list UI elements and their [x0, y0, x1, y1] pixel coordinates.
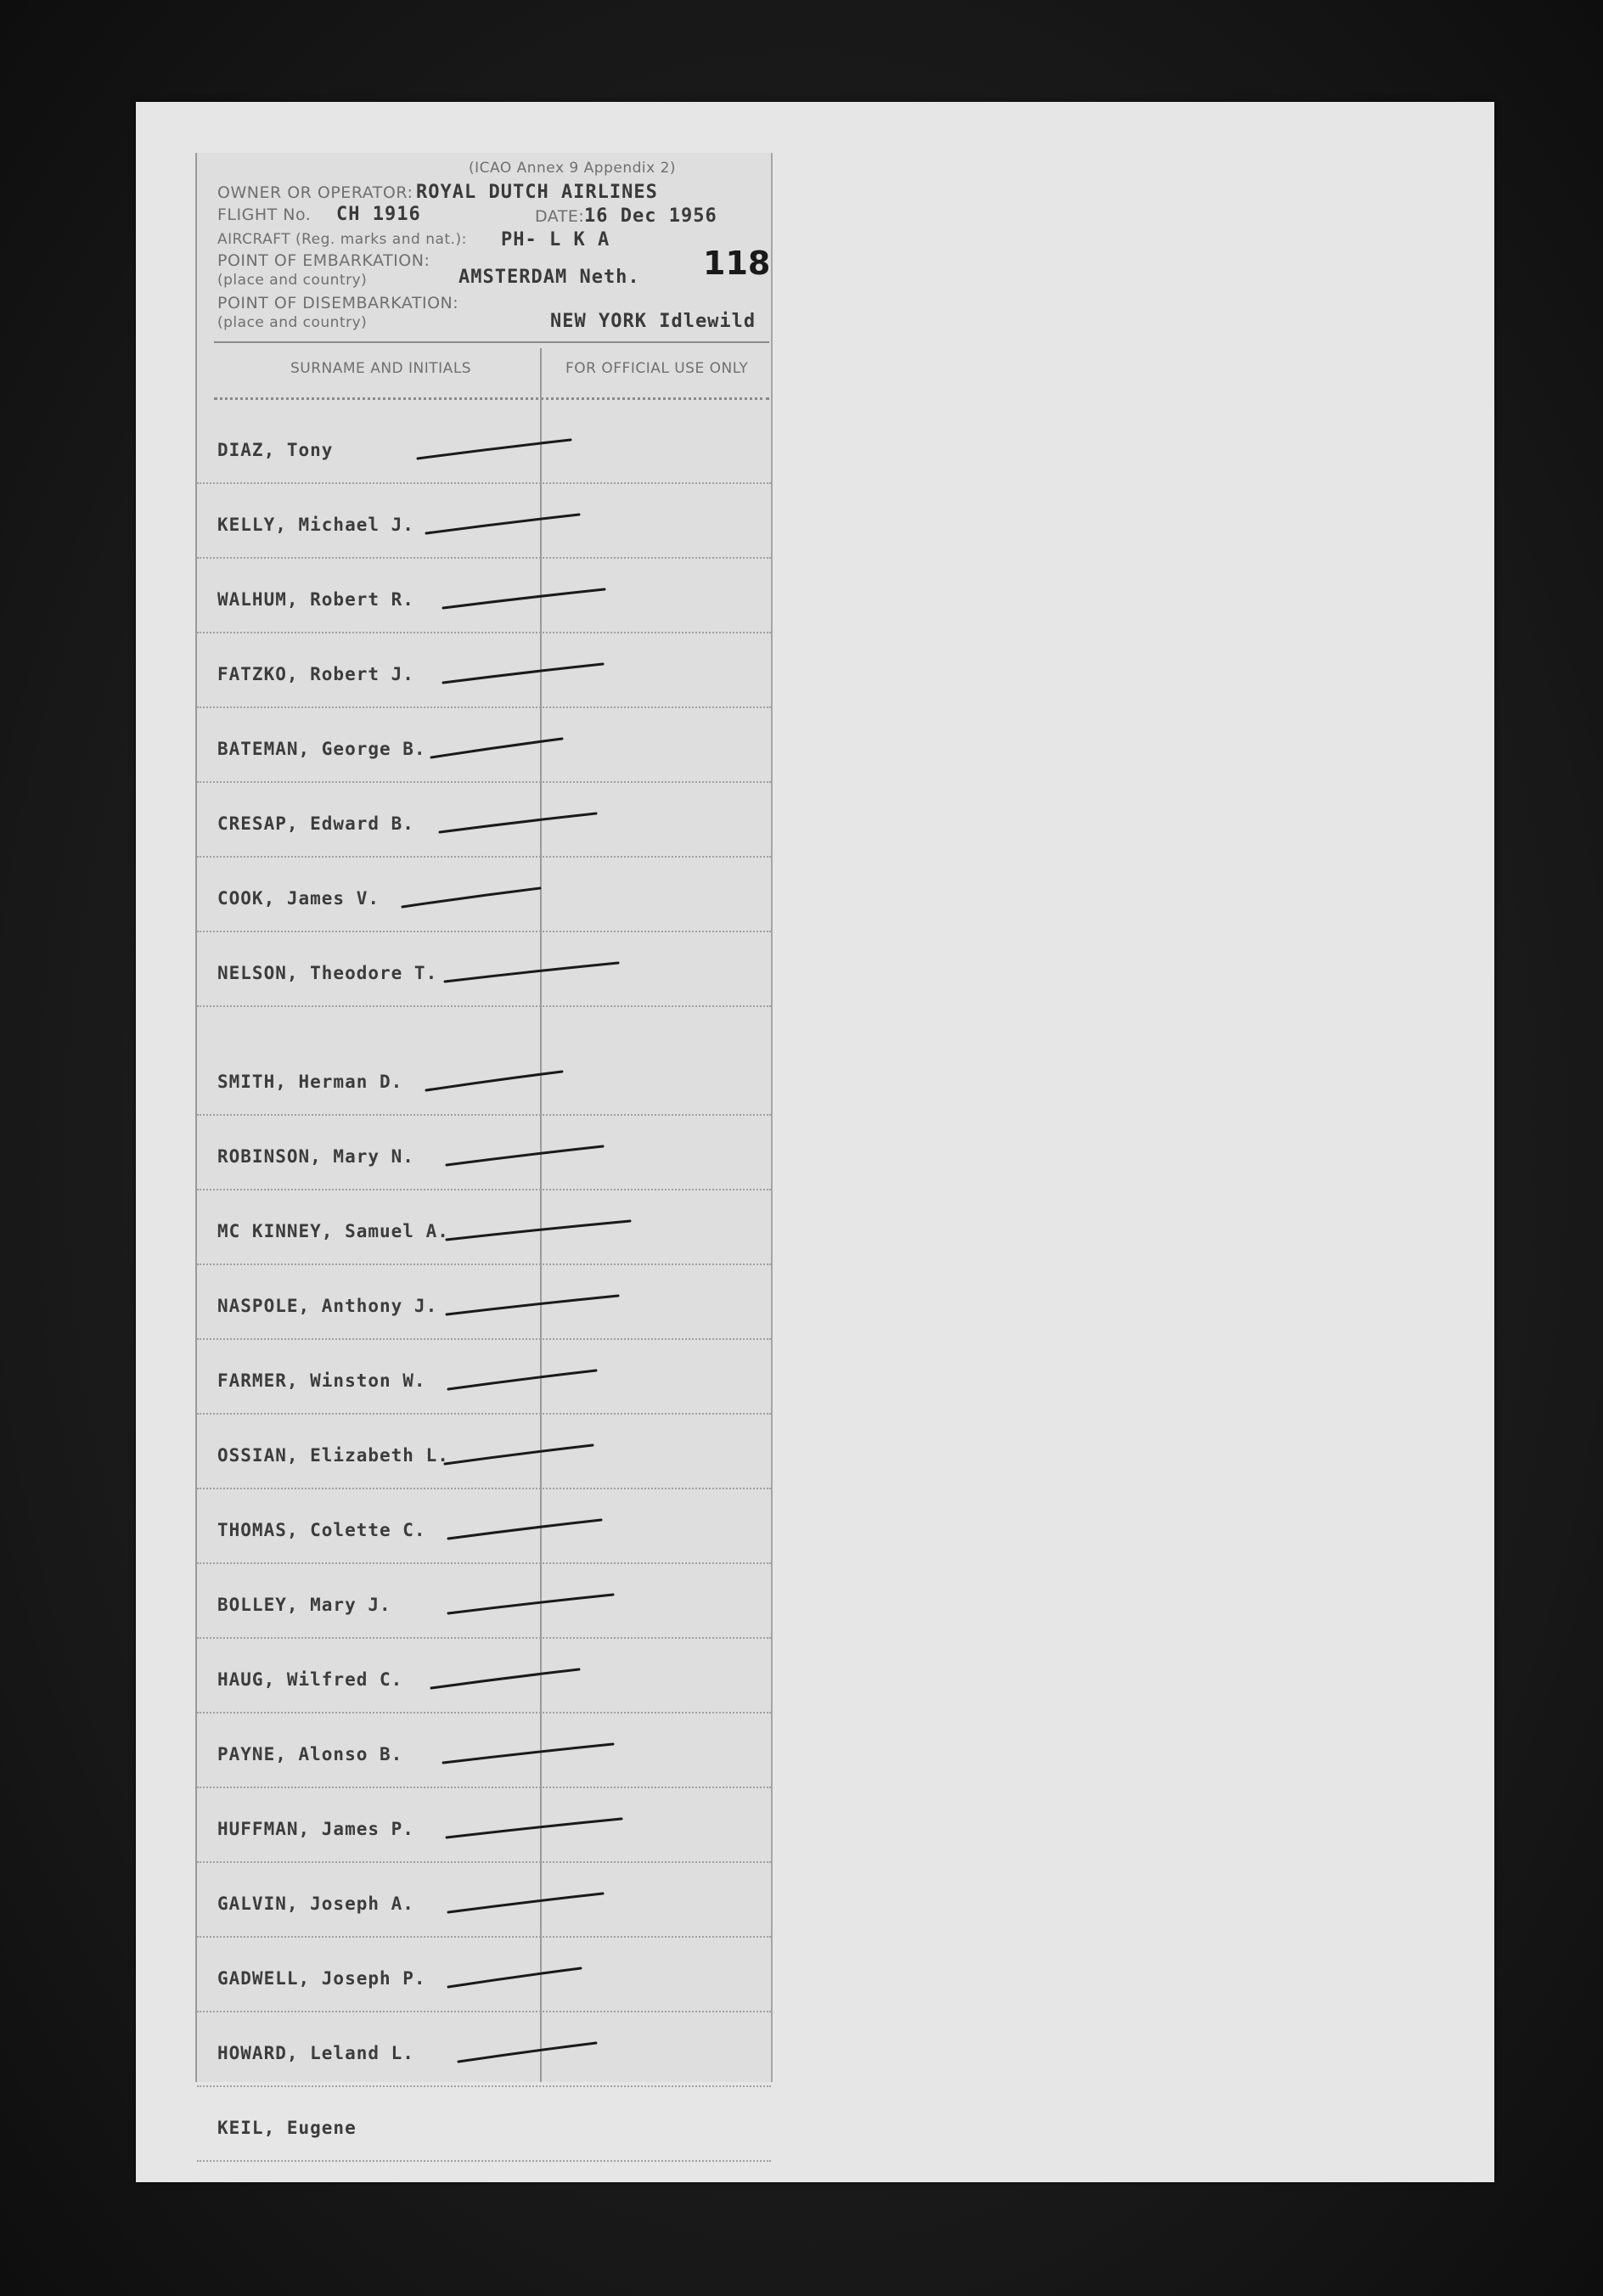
check-mark	[448, 1595, 613, 1613]
date-value: 16 Dec 1956	[584, 205, 717, 227]
check-mark	[431, 1669, 579, 1688]
passenger-name: HOWARD, Leland L.	[217, 2043, 414, 2063]
embark-sub: (place and country)	[217, 272, 368, 289]
column-header-official: FOR OFFICIAL USE ONLY	[565, 360, 749, 377]
check-mark	[443, 664, 603, 683]
passenger-manifest-form	[195, 153, 773, 2138]
passenger-name: GADWELL, Joseph P.	[217, 1968, 426, 1989]
passenger-name: KELLY, Michael J.	[217, 515, 414, 535]
passenger-name: HAUG, Wilfred C.	[217, 1669, 403, 1690]
passenger-name: CRESAP, Edward B.	[217, 813, 414, 834]
check-mark	[448, 1968, 581, 1987]
check-mark	[447, 1296, 618, 1314]
passenger-name: NASPOLE, Anthony J.	[217, 1296, 438, 1316]
passenger-name: BOLLEY, Mary J.	[217, 1595, 391, 1615]
check-mark	[426, 1072, 562, 1090]
passenger-name: WALHUM, Robert R.	[217, 589, 414, 610]
check-mark	[418, 440, 571, 459]
passenger-name: ROBINSON, Mary N.	[217, 1146, 414, 1167]
passenger-name: COOK, James V.	[217, 888, 380, 909]
check-mark	[431, 739, 562, 757]
disembark-sub: (place and country)	[217, 314, 368, 331]
aircraft-label: AIRCRAFT (Reg. marks and nat.):	[217, 231, 467, 248]
date-label: DATE:	[535, 207, 585, 226]
passenger-row	[197, 2085, 771, 2162]
disembark-value: NEW YORK Idlewild	[550, 311, 757, 332]
passenger-name: SMITH, Herman D.	[217, 1072, 403, 1092]
passenger-name: NELSON, Theodore T.	[217, 963, 438, 983]
passenger-name: FATZKO, Robert J.	[217, 664, 414, 684]
check-mark	[448, 1370, 596, 1389]
check-mark	[445, 963, 618, 982]
annex-note: (ICAO Annex 9 Appendix 2)	[469, 160, 677, 177]
passenger-name: BATEMAN, George B.	[217, 739, 426, 759]
check-mark	[448, 1520, 601, 1539]
passenger-name: MC KINNEY, Samuel A.	[217, 1221, 449, 1241]
passenger-name: KEIL, Eugene	[217, 2118, 357, 2138]
passenger-name: GALVIN, Joseph A.	[217, 1894, 414, 1914]
disembark-label: POINT OF DISEMBARKATION:	[217, 294, 459, 312]
manifest-page	[136, 102, 1494, 2182]
check-mark	[443, 1744, 613, 1763]
passenger-name: THOMAS, Colette C.	[217, 1520, 426, 1540]
passenger-name: PAYNE, Alonso B.	[217, 1744, 403, 1764]
check-mark	[440, 813, 596, 832]
check-mark	[445, 1445, 593, 1464]
check-mark	[448, 1894, 603, 1912]
aircraft-value: PH- L K A	[501, 229, 610, 250]
page-number-stamp: 118	[703, 245, 771, 282]
passenger-name: FARMER, Winston W.	[217, 1370, 426, 1391]
flight-label: FLIGHT No.	[217, 205, 312, 224]
passenger-name: HUFFMAN, James P.	[217, 1819, 414, 1839]
check-marks	[197, 153, 771, 2082]
check-mark	[443, 589, 605, 608]
passenger-name: DIAZ, Tony	[217, 440, 334, 460]
owner-label: OWNER OR OPERATOR:	[217, 183, 413, 202]
passenger-name: OSSIAN, Elizabeth L.	[217, 1445, 449, 1466]
check-mark	[458, 2043, 596, 2062]
check-mark	[402, 888, 540, 907]
check-mark	[447, 1819, 622, 1837]
check-mark	[447, 1221, 630, 1240]
embark-value: AMSTERDAM Neth.	[458, 267, 640, 288]
owner-value: ROYAL DUTCH AIRLINES	[416, 182, 658, 203]
check-mark	[426, 515, 579, 533]
check-mark	[447, 1146, 603, 1165]
column-header-surname: SURNAME AND INITIALS	[290, 360, 472, 377]
embark-label: POINT OF EMBARKATION:	[217, 251, 430, 270]
flight-value: CH 1916	[336, 204, 421, 225]
